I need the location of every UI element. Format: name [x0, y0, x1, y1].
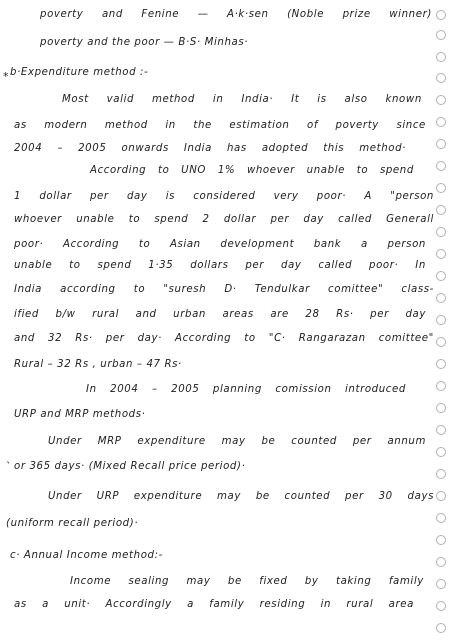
text-line-24: as a unit· Accordingly a family residing in rural area — [14, 599, 414, 610]
binder-hole — [436, 579, 446, 589]
text-line-12: India according to "suresh D· Tendulkar comittee" class- — [14, 284, 434, 295]
text-line-7: According to UNO 1% whoever unable to spend — [90, 165, 414, 176]
text-line-4: Most valid method in India· It is also known — [62, 94, 422, 105]
text-line-20: Under URP expenditure may be counted per 30 days — [48, 491, 434, 502]
asterisk-mark: * — [3, 70, 9, 83]
margin-tick: ` — [6, 460, 12, 473]
binder-hole — [436, 95, 446, 105]
text-line-11: unable to spend 1·35 dollars per day called poor· In — [14, 260, 426, 271]
text-line-17: URP and MRP methods· — [14, 409, 146, 420]
binder-hole — [436, 315, 446, 325]
binder-hole — [436, 447, 446, 457]
binder-hole — [436, 491, 446, 501]
binder-hole — [436, 557, 446, 567]
text-line-9: whoever unable to spend 2 dollar per day called Generall — [14, 214, 434, 225]
text-line-2: poverty and the poor — B·S· Minhas· — [40, 37, 249, 48]
binder-hole — [436, 513, 446, 523]
text-line-14: and 32 Rs· per day· According to "C· Rangarazan comittee" — [14, 333, 434, 344]
binder-hole — [436, 293, 446, 303]
text-line-5: as modern method in the estimation of poverty since — [14, 120, 426, 131]
binder-hole — [436, 205, 446, 215]
binder-hole — [436, 183, 446, 193]
text-line-1: poverty and Fenine — A·k·sen (Noble prize winner) — [40, 9, 432, 20]
binder-hole — [436, 161, 446, 171]
text-line-23: Income sealing may be fixed by taking family — [70, 576, 424, 587]
binder-hole — [436, 30, 446, 40]
text-line-16: In 2004 – 2005 planning comission introduced — [86, 384, 406, 395]
binder-holes — [436, 0, 448, 640]
binder-hole — [436, 139, 446, 149]
binder-hole — [436, 227, 446, 237]
binder-hole — [436, 535, 446, 545]
section-heading-b: b·Expenditure method :- — [10, 67, 149, 78]
binder-hole — [436, 73, 446, 83]
text-line-6: 2004 – 2005 onwards India has adopted this method· — [14, 143, 406, 154]
text-line-18: Under MRP expenditure may be counted per annum — [48, 436, 426, 447]
section-heading-c: c· Annual Income method:- — [10, 550, 163, 561]
binder-hole — [436, 271, 446, 281]
text-line-19: or 365 days· (Mixed Recall price period)· — [14, 461, 246, 472]
binder-hole — [436, 601, 446, 611]
binder-hole — [436, 359, 446, 369]
binder-hole — [436, 469, 446, 479]
binder-hole — [436, 623, 446, 633]
text-line-13: ified b/w rural and urban areas are 28 Rs· per day — [14, 309, 426, 320]
text-line-8: 1 dollar per day is considered very poor· A "person — [14, 191, 434, 202]
text-line-10: poor· According to Asian development bank a person — [14, 239, 426, 250]
binder-hole — [436, 52, 446, 62]
text-line-15: Rural – 32 Rs , urban – 47 Rs· — [14, 359, 182, 370]
binder-hole — [436, 381, 446, 391]
binder-hole — [436, 249, 446, 259]
text-line-21: (uniform recall period)· — [6, 518, 139, 529]
binder-hole — [436, 337, 446, 347]
binder-hole — [436, 403, 446, 413]
binder-hole — [436, 10, 446, 20]
binder-hole — [436, 117, 446, 127]
binder-hole — [436, 425, 446, 435]
